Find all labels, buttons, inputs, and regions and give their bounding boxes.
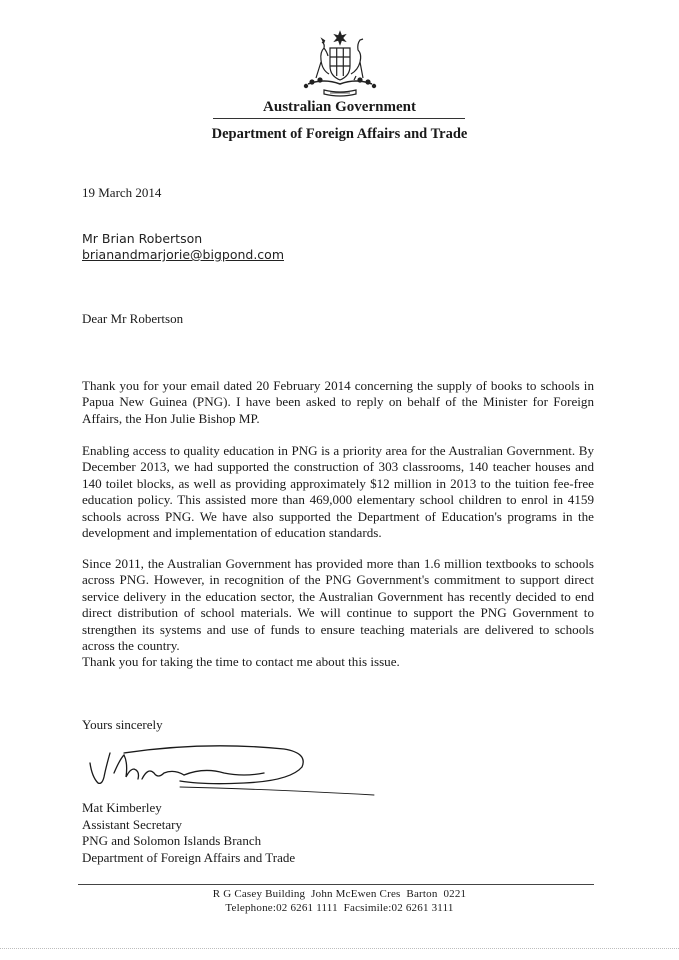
- page-edge-line: [0, 948, 679, 949]
- header-divider: [213, 118, 465, 119]
- recipient-address: [82, 231, 284, 263]
- signer-department: Department of Foreign Affairs and Trade: [82, 849, 296, 865]
- department-title: Department of Foreign Affairs and Trade: [211, 126, 468, 142]
- signer-title: Assistant Secretary: [82, 816, 183, 832]
- government-title: Australian Government: [263, 99, 416, 115]
- footer-phones: Telephone:02 6261 1111 Facsimile:02 6261 3111: [225, 902, 454, 914]
- closing: Yours sincerely: [82, 717, 163, 732]
- handwritten-signature-icon: [84, 743, 389, 799]
- commonwealth-coat-of-arms-icon: [294, 30, 386, 98]
- paragraph-3: Since 2011, the Australian Government has provided more than 1.6 million textbooks to schools across PNG. However, in recognition of the PNG Government's commitment to support direct service delivery in the education sector, the Australian Government has recently decided to end direct distribution of school materials. We will continue to support the PNG Government to strengthen its systems and use of funds to ensure teaching materials are delivered to schools across the country.: [82, 556, 594, 654]
- letter-date: 19 March 2014: [82, 185, 162, 200]
- recipient-name: Mr Brian Robertson: [82, 231, 203, 246]
- footer: [0, 887, 679, 915]
- footer-divider: [78, 884, 594, 885]
- paragraph-2: Enabling access to quality education in PNG is a priority area for the Australian Government. By December 2013, we had supported the construction of 303 classrooms, 140 teacher houses and 140 toilet blocks, as well as providing approximately $12 million in 2013 to the tuition fee-free education policy. This assisted more than 469,000 elementary school children to enrol in 4159 schools across PNG. We have also supported the Department of Education's programs in the development and implementation of education standards.: [82, 443, 594, 541]
- footer-address: R G Casey Building John McEwen Cres Barton 0221: [212, 888, 467, 900]
- signer-block: [82, 800, 295, 866]
- signer-name: Mat Kimberley: [82, 800, 162, 815]
- recipient-email-link[interactable]: brianandmarjorie@bigpond.com: [82, 247, 284, 262]
- paragraph-4: Thank you for taking the time to contact me about this issue.: [82, 654, 400, 669]
- signer-branch: PNG and Solomon Islands Branch: [82, 833, 262, 848]
- salutation: Dear Mr Robertson: [82, 311, 184, 326]
- paragraph-1: Thank you for your email dated 20 February 2014 concerning the supply of books to schools in Papua New Guinea (PNG). I have been asked to reply on behalf of the Minister for Foreign Affairs, the Hon Julie Bishop MP.: [82, 378, 594, 426]
